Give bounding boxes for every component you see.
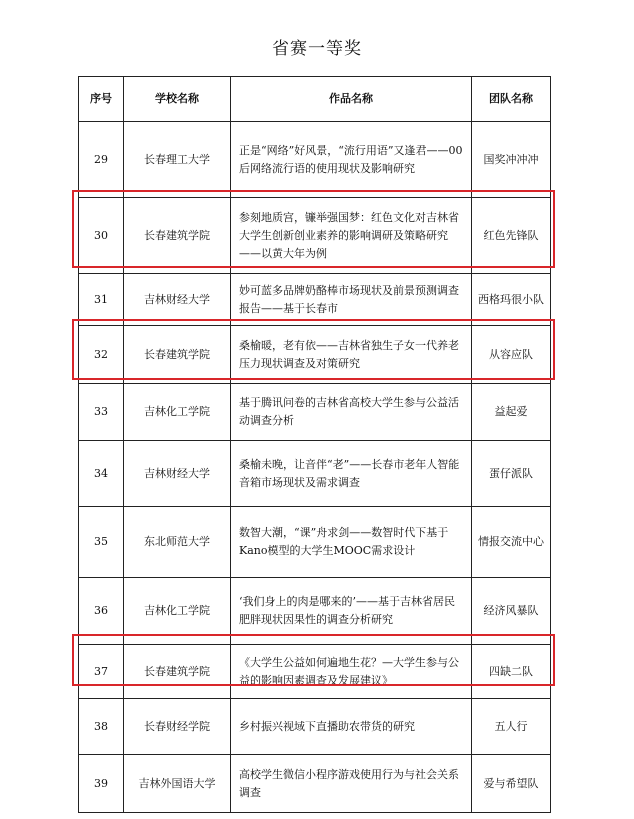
cell-team: 蛋仔派队 — [472, 441, 551, 507]
cell-work: 桑榆未晚，让音伴“老”——长春市老年人智能音箱市场现状及需求调查 — [231, 441, 472, 507]
table-row — [79, 699, 551, 755]
cell-school: 吉林化工学院 — [124, 578, 231, 645]
table-row — [79, 274, 551, 326]
cell-seq: 29 — [79, 122, 124, 198]
cell-school: 东北师范大学 — [124, 507, 231, 578]
table-row — [79, 645, 551, 699]
cell-seq: 36 — [79, 578, 124, 645]
table-row — [79, 122, 551, 198]
cell-team: 西格玛很小队 — [472, 274, 551, 326]
cell-team: 红色先锋队 — [472, 198, 551, 274]
cell-school: 长春建筑学院 — [124, 326, 231, 384]
cell-team: 情报交流中心 — [472, 507, 551, 578]
cell-team: 益起爱 — [472, 384, 551, 441]
cell-work: ‘我们身上的肉是哪来的’——基于吉林省居民肥胖现状因果性的调查分析研究 — [231, 578, 472, 645]
cell-school: 吉林外国语大学 — [124, 755, 231, 813]
cell-team: 四缺二队 — [472, 645, 551, 699]
page-title: 省赛一等奖 — [272, 39, 362, 59]
cell-school: 吉林财经大学 — [124, 441, 231, 507]
cell-seq: 35 — [79, 507, 124, 578]
cell-work: 高校学生微信小程序游戏使用行为与社会关系调查 — [231, 755, 472, 813]
cell-seq: 30 — [79, 198, 124, 274]
cell-team: 五人行 — [472, 699, 551, 755]
header-team: 团队名称 — [472, 77, 551, 122]
cell-team: 从容应队 — [472, 326, 551, 384]
cell-work: 基于腾讯问卷的吉林省高校大学生参与公益活动调查分析 — [231, 384, 472, 441]
table-row — [79, 198, 551, 274]
cell-seq: 39 — [79, 755, 124, 813]
cell-work: 桑榆暖，老有依——吉林省独生子女一代养老压力现状调查及对策研究 — [231, 326, 472, 384]
cell-school: 吉林化工学院 — [124, 384, 231, 441]
table-header-row — [79, 77, 551, 122]
cell-work: 《大学生公益如何遍地生花？—大学生参与公益的影响因素调查及发展建议》 — [231, 645, 472, 699]
header-work: 作品名称 — [231, 77, 472, 122]
cell-team: 国奖冲冲冲 — [472, 122, 551, 198]
table-row — [79, 507, 551, 578]
table-row — [79, 441, 551, 507]
cell-seq: 37 — [79, 645, 124, 699]
table-row — [79, 755, 551, 813]
cell-work: 妙可蓝多品牌奶酪棒市场现状及前景预测调查报告——基于长春市 — [231, 274, 472, 326]
cell-work: 数智大潮，“课”舟求剑——数智时代下基于Kano模型的大学生MOOC需求设计 — [231, 507, 472, 578]
cell-school: 长春建筑学院 — [124, 198, 231, 274]
cell-team: 经济风暴队 — [472, 578, 551, 645]
table-row — [79, 578, 551, 645]
cell-school: 长春理工大学 — [124, 122, 231, 198]
cell-seq: 38 — [79, 699, 124, 755]
header-school: 学校名称 — [124, 77, 231, 122]
table-row — [79, 326, 551, 384]
cell-work: 乡村振兴视域下直播助农带货的研究 — [231, 699, 472, 755]
cell-school: 吉林财经大学 — [124, 274, 231, 326]
table-row — [79, 384, 551, 441]
header-seq: 序号 — [79, 77, 124, 122]
cell-team: 爱与希望队 — [472, 755, 551, 813]
cell-work: 正是“网络”好风景，“流行用语”又逢君——00后网络流行语的使用现状及影响研究 — [231, 122, 472, 198]
cell-seq: 33 — [79, 384, 124, 441]
cell-school: 长春财经学院 — [124, 699, 231, 755]
cell-work: 参刻地质宫，镰举强国梦：红色文化对吉林省大学生创新创业素养的影响调研及策略研究——以黄大年为例 — [231, 198, 472, 274]
cell-seq: 32 — [79, 326, 124, 384]
cell-seq: 31 — [79, 274, 124, 326]
cell-seq: 34 — [79, 441, 124, 507]
cell-school: 长春建筑学院 — [124, 645, 231, 699]
awards-table — [78, 76, 551, 813]
